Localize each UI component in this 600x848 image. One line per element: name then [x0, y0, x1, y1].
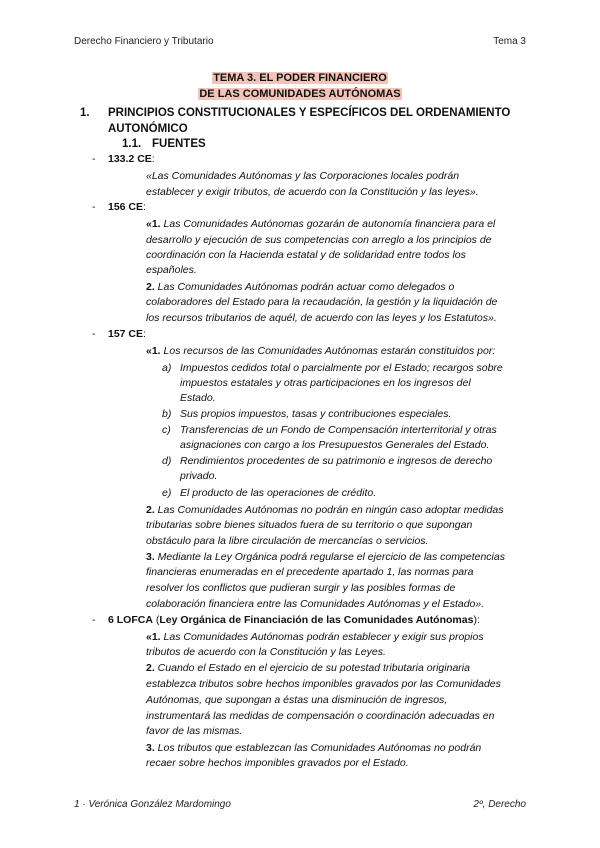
list-item-line: impuestos estatales y otras participaciones en los ingresos del	[180, 377, 471, 389]
footer-author: 1 · Verónica González Mardomingo	[74, 799, 231, 810]
quote-line: instrumentará las medidas de compensación o coordinación adecuadas en	[146, 710, 495, 722]
quote-line: 2. Las Comunidades Autónomas no podrán en ningún caso adoptar medidas	[146, 504, 504, 516]
list-letter: a)	[162, 362, 172, 374]
section-number: 1.	[80, 107, 90, 119]
quote-line: colaboradores del Estado para la recaudación, la gestión y la liquidación de	[146, 296, 498, 308]
subsection-number: 1.1.	[122, 138, 142, 150]
quote-line: establezca tributos sobre hechos imponibles gravados por las Comunidades	[146, 678, 501, 690]
doc-title-line2: DE LAS COMUNIDADES AUTÓNOMAS	[199, 88, 401, 100]
section-heading: PRINCIPIOS CONSTITUCIONALES Y ESPECÍFICOS DEL ORDENAMIENTO	[108, 107, 511, 119]
quote-line: resolver los conflictos que pudieran surgir y las posibles formas de	[146, 582, 456, 594]
list-item-line: Estado.	[180, 392, 216, 404]
art133-label: 133.2 CE:	[108, 153, 155, 165]
list-item-line: Sus propios impuestos, tasas y contribuciones especiales.	[180, 408, 452, 420]
quote-line: recaer sobre hechos imponibles gravados por el Estado.	[146, 757, 409, 769]
list-letter: d)	[162, 455, 172, 467]
quote-line: colaboración financiera entre las Comunidades Autónomas y el Estado».	[146, 598, 485, 610]
doc-title-line1: TEMA 3. EL PODER FINANCIERO	[213, 72, 387, 84]
quote-line: «1. Los recursos de las Comunidades Autónomas estarán constituidos por:	[146, 345, 496, 357]
bullet-dash: -	[92, 201, 96, 213]
list-item-line: Rendimientos procedentes de su patrimonio e ingresos de derecho	[180, 455, 493, 467]
list-item-line: El producto de las operaciones de crédito.	[180, 487, 377, 499]
list-item-line: Impuestos cedidos total o parcialmente por el Estado; recargos sobre	[180, 362, 503, 374]
header-course: Derecho Financiero y Tributario	[74, 36, 214, 47]
quote-line: españoles.	[146, 264, 197, 276]
bullet-dash: -	[92, 328, 96, 340]
quote-line: tributarias sobre bienes situados fuera de su territorio o que supongan	[146, 519, 473, 531]
quote-line: financieras enumeradas en el precedente apartado 1, las normas para	[146, 566, 474, 578]
quote-line: los recursos tributarios de aquél, de acuerdo con las leyes y los Estatutos».	[146, 312, 497, 324]
list-letter: e)	[162, 487, 172, 499]
quote-line: coordinación con la Hacienda estatal y de solidaridad entre todos los	[146, 249, 466, 261]
header-topic: Tema 3	[493, 36, 526, 47]
list-item-line: Transferencias de un Fondo de Compensación interterritorial y otras	[180, 424, 497, 436]
art157-label: 157 CE:	[108, 328, 146, 340]
quote-line: «1. Las Comunidades Autónomas podrán establecer y exigir sus propios	[146, 631, 484, 643]
list-item-line: asignaciones con cargo a los Presupuestos Generales del Estado.	[180, 439, 490, 451]
quote-line: 3. Los tributos que establezcan las Comunidades Autónomas no podrán	[146, 742, 482, 754]
quote-line: 2. Cuando el Estado en el ejercicio de su potestad tributaria originaria	[146, 662, 470, 674]
section-heading-cont: AUTONÓMICO	[108, 123, 188, 135]
list-letter: c)	[162, 424, 171, 436]
art156-label: 156 CE:	[108, 201, 146, 213]
quote-line: favor de las mismas.	[146, 725, 243, 737]
lofca-label: 6 LOFCA (Ley Orgánica de Financiación de las Comunidades Autónomas):	[108, 614, 480, 626]
quote-line: Autónomas, que supongan a éstas una disminución de ingresos,	[146, 694, 448, 706]
list-item-line: privado.	[180, 470, 218, 482]
subsection-heading: FUENTES	[152, 138, 206, 150]
quote-line: obstáculo para la libre circulación de mercancías o servicios.	[146, 535, 429, 547]
quote-line: tributos de acuerdo con la Constitución y las Leyes.	[146, 646, 386, 658]
quote-line: 2. Las Comunidades Autónomas podrán actuar como delegados o	[146, 281, 455, 293]
quote-line: «Las Comunidades Autónomas y las Corporaciones locales podrán	[146, 170, 460, 182]
quote-line: establecer y exigir tributos, de acuerdo con la Constitución y las leyes».	[146, 186, 479, 198]
quote-line: «1. Las Comunidades Autónomas gozarán de autonomía financiera para el	[146, 218, 496, 230]
quote-line: desarrollo y ejecución de sus competencias con arreglo a los principios de	[146, 234, 492, 246]
bullet-dash: -	[92, 153, 96, 165]
list-letter: b)	[162, 408, 172, 420]
quote-line: 3. Mediante la Ley Orgánica podrá regularse el ejercicio de las competencias	[146, 551, 505, 563]
footer-course: 2º, Derecho	[473, 799, 526, 810]
bullet-dash: -	[92, 614, 96, 626]
